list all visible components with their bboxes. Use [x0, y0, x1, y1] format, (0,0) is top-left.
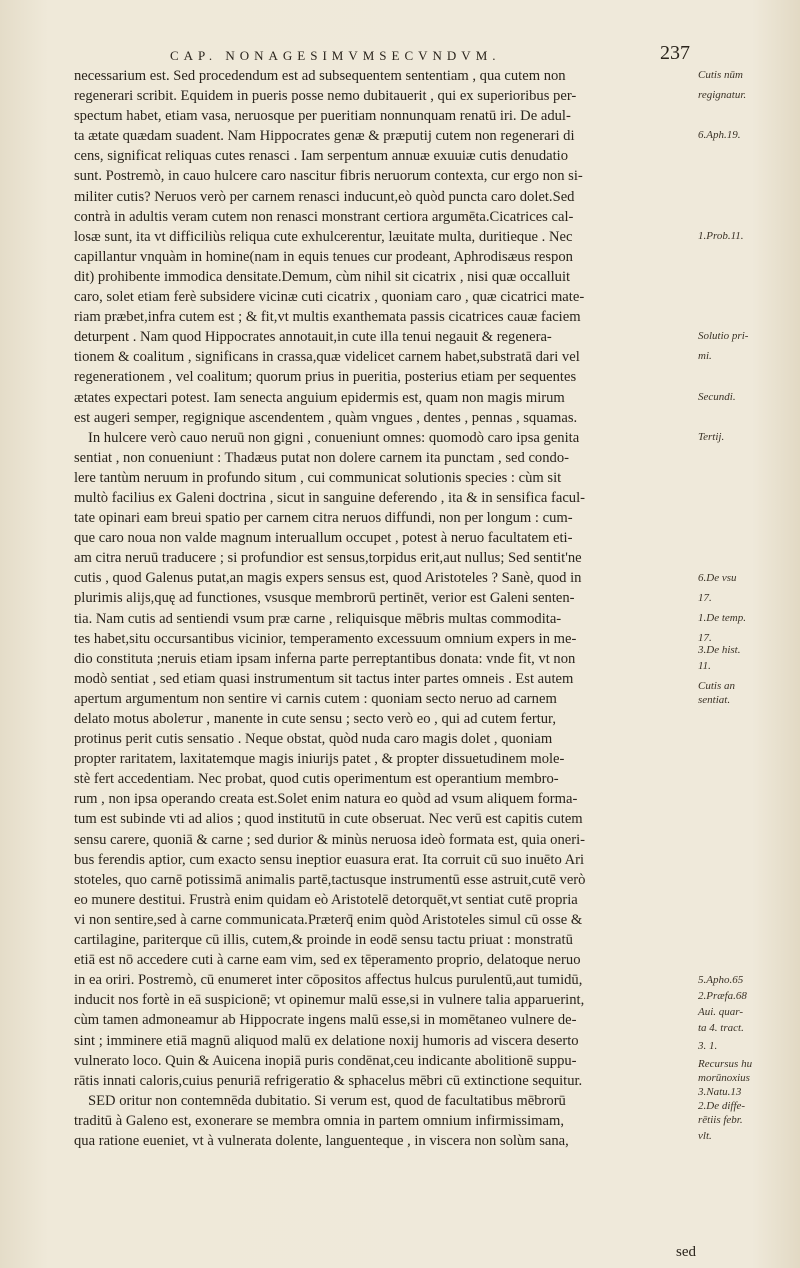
text-line: delato motus abolетur , manente in cute sensu ; secto verò eo , qui ad cutem fertur,	[74, 711, 556, 727]
text-line: lere tantùm neruum in profundo situm , cui communicat solutionis species : cùm sit	[74, 469, 562, 486]
margin-note: 17.	[698, 631, 712, 644]
margin-note: 3. 1.	[698, 1039, 718, 1052]
margin-note: Aui. quar-	[698, 1005, 743, 1018]
text-line: qua ratione eueniet, vt à vulnerata dolente, languenteque , in viscera non solùm sana,	[74, 1132, 569, 1149]
text-line: vi non sentire,sed à carne communicata.Præterq̄ enim quòd Aristoteles simul cū osse &	[74, 911, 583, 928]
text-line: contrà in adultis veram cutem non renasci monstrant certiora argumēta.Cicatrices cal-	[74, 208, 574, 225]
text-line: cutis , quod Galenus putat,an magis expers sensus est, quod Aristoteles ? Sanè, quod in	[74, 570, 582, 587]
text-line: tia. Nam cutis ad sentiendi vsum præ carne , reliquisque mēbris multas commodita-	[74, 610, 562, 627]
text-line: est augeri semper, regignique ascendentem , quàm vngues , dentes , pennas , squamas.	[74, 409, 578, 426]
margin-note: 6.De vsu	[698, 571, 737, 584]
text-line: deturpent . Nam quod Hippocrates annotauit,in cute illa tenui negauit & regenera-	[74, 329, 552, 346]
text-line: In hulcere verò cauo neruū non gigni , conueniunt omnes: quomodò caro ipsa genita	[88, 429, 580, 446]
margin-note: vlt.	[698, 1130, 712, 1143]
text-line: spectum habet, etiam vasa, neruosque per pueritiam nonnunquam renatū iri. De adul-	[74, 108, 571, 125]
running-header	[170, 44, 690, 68]
margin-note: rētiis febr.	[698, 1114, 743, 1127]
margin-note: 3.Natu.13	[698, 1086, 742, 1099]
text-line: propter raritatem, laxitatemque magis iniurijs patet , & propter dissuetudinem mole-	[74, 751, 565, 768]
margin-note: Secundi.	[698, 390, 736, 403]
text-line: SED oritur non contemnēda dubitatio. Si verum est, quod de facultatibus mēbrorū	[88, 1092, 566, 1109]
text-line: tionem & coalitum , significans in crassa,quæ videlicet carnem habet,substratā dari vel	[74, 349, 580, 366]
text-line: bus ferendis aptior, cum exacto sensu ineptior euasura erat. Ita corruit cū suo inuēto Ari	[74, 851, 585, 868]
text-line: etiā est nō accedere cuti à carne eam vim, sed ex tēperamento proprio, delatoque neruo	[74, 952, 581, 969]
margin-note: Cutis an	[698, 680, 735, 693]
text-line: riam præbet,infra cutem est ; & fit,vt multis exanthemata passis cicatrices cauæ faciem	[74, 309, 581, 326]
text-line: regenerationem , vel coalitum; quorum prius in pueritia, posterius etiam per sequentes	[74, 369, 577, 386]
margin-note: sentiat.	[698, 694, 731, 707]
text-line: multò facilius ex Galeni doctrina , sicut in sanguine deferendo , ita & in sensifica facul-	[74, 489, 586, 506]
text-line: rum , non ipsa operando creata est.Solet enim natura eo quòd ad vsum aliquem forma-	[74, 791, 578, 808]
margin-note: mi.	[698, 350, 712, 363]
text-line: necessarium est. Sed procedendum est ad subsequentem sententiam , qua cutem non	[74, 68, 566, 84]
margin-note: 3.De hist.	[698, 643, 741, 656]
text-line: cùm tamen admoneamur ab Hippocrate ingens malū esse,si in momētaneo vulnere de-	[74, 1012, 577, 1029]
margin-note: 1.Prob.11.	[698, 229, 744, 242]
text-line: tum est subinde vti ad alios ; quod institutū in cute obseruat. Nec verū est capitis cutem	[74, 811, 583, 828]
text-line: tes habet,situ occursantibus vicinior, temperamento excessuum omnium expers in me-	[74, 630, 577, 647]
text-line: vulnerato loco. Quin & Auicena inopiā puris condēnat,ceu indicante abolitionē suppu-	[74, 1052, 577, 1069]
margin-note: 17.	[698, 591, 712, 604]
text-line: stè fert accedentiam. Nec probat, quod cutis operimentum est operantium membro-	[74, 771, 559, 788]
text-line: ta ætate quædam suadent. Nam Hippocrates genæ & præputij cutem non regenerari di	[74, 128, 575, 145]
page-number: 237	[660, 42, 690, 64]
text-line: rātis innati caloris,cuius penuriā refrigeratio & sphacelus mēbri cū extinctione sequitur.	[74, 1072, 583, 1089]
margin-note: ta 4. tract.	[698, 1021, 744, 1034]
chapter-heading: CAP. NONAGESIMVMSECVNDVM.	[170, 48, 501, 63]
margin-note: 2.Præfa.68	[698, 989, 747, 1002]
margin-note: 11.	[698, 659, 711, 672]
margin-note: Solutio pri-	[698, 330, 749, 343]
text-line: protinus perit cutis sensatio . Neque obstat, quòd nuda caro magis dolet , quoniam	[74, 731, 553, 748]
main-text-column	[74, 66, 698, 1151]
margin-note: 1.De temp.	[698, 611, 746, 624]
text-line: traditū à Galeno est, exonerare se membra omnia in partem omnium infirmissimam,	[74, 1112, 564, 1129]
text-line: cens, significat reliquas cutes renasci . Iam serpentum annuæ exuuiæ cutis denudatio	[74, 148, 569, 165]
text-line: dio constituta ;neruis etiam ipsam inferna parte perreptantibus donata: vnde fit, vt non	[74, 650, 576, 667]
text-line: in ea oriri. Postremò, cū enumeret inter cōpositos affectus hulcus purulentū,aut tumidū,	[74, 972, 583, 989]
text-line: sunt. Postremò, in cauo hulcere caro nascitur fibris neruorum contexta, cur ergo non si-	[74, 168, 583, 185]
text-line: sentiat , non conueniunt : Thadæus putat non dolere carnem ita punctam , sed condo-	[74, 449, 569, 466]
text-line: am citra neruū traducere ; si profundior est sensus,torpidus erit,aut nullus; Sed sentit'ne	[74, 550, 582, 567]
text-line: militer cutis? Neruos verò per carnem renasci inducunt,eò quòd puncta caro dolet.Sed	[74, 188, 575, 205]
text-line: capillantur vnquàm in homine(nam in equis tenues cur prodeant, Aphrodisæus respon	[74, 248, 573, 265]
catchword: sed	[676, 1244, 696, 1260]
text-line: ætates expectari potest. Iam senecta anguium epidermis est, quam non magis mirum	[74, 389, 565, 406]
margin-note: Cutis nūm	[698, 69, 743, 81]
text-line: caro, solet etiam ferè subsidere vicinæ cuti cicatrix , quoniam caro , quæ cicatrici mate-	[74, 289, 585, 306]
text-line: apertum argumentum non sentire vi carnis cutem : quoniam secto neruo ad carnem	[74, 690, 557, 707]
margin-note: morūnoxius	[698, 1071, 750, 1084]
text-line: sint ; imminere etiā magnū aliquod malū ex delatione noxij humoris ad viscera deserto	[74, 1032, 579, 1049]
margin-note: 2.De diffe-	[698, 1100, 746, 1113]
text-line: dit) prohibente immodica densitate.Demum, cùm nihil sit cicatrix , nisi quæ occalluit	[74, 268, 571, 285]
margin-note: 5.Apho.65	[698, 973, 744, 986]
margin-note: regignatur.	[698, 89, 747, 102]
text-line: inducit nos fortè in eā suspicionē; vt opinemur malū esse,si in vulnere talia apparuerint,	[74, 992, 585, 1009]
text-line: losæ sunt, ita vt difficiliùs reliqua cute exhulcerentur, læuitate multa, duritieque . Nec	[74, 228, 573, 245]
margin-note: Tertij.	[698, 430, 725, 443]
text-line: que caro noua non valde magnum interuallum occupet , potest à neruo facultatem eti-	[74, 530, 573, 547]
text-line: eo munere destitui. Frustrà enim quidam eò Aristotelē detorquēt,vt sentiat cutē propria	[74, 891, 578, 908]
text-line: tate opinari eam breui spatio per carnem citra neruos diffundi, non per longum : cum-	[74, 510, 573, 527]
text-line: stoteles, quo carnē potissimā animalis partē,tactusque instrumentū esse astruit,cutē verò	[74, 871, 586, 888]
text-line: plurimis alijs,quę ad functiones, vsusque membrorū pertinēt, verior est Galeni senten-	[74, 590, 575, 607]
margin-note: 6.Aph.19.	[698, 129, 741, 142]
margin-note: Recursus hu	[698, 1057, 753, 1070]
text-line: regenerari scribit. Equidem in pueris posse nemo dubitauerit , qui ex superioribus per-	[74, 88, 577, 105]
text-line: modò sentiat , sed etiam quasi instrumentum sit tactus inter partes omneis . Est autem	[74, 670, 574, 687]
text-line: sensu carere, quoniā & carne ; sed durior & minùs neruosa ideò formata est, quia oneri-	[74, 831, 586, 848]
text-line: cartilagine, pariterque cū illis, cutem,& proinde in eodē sensu tactu priuat : monstratū	[74, 932, 573, 949]
